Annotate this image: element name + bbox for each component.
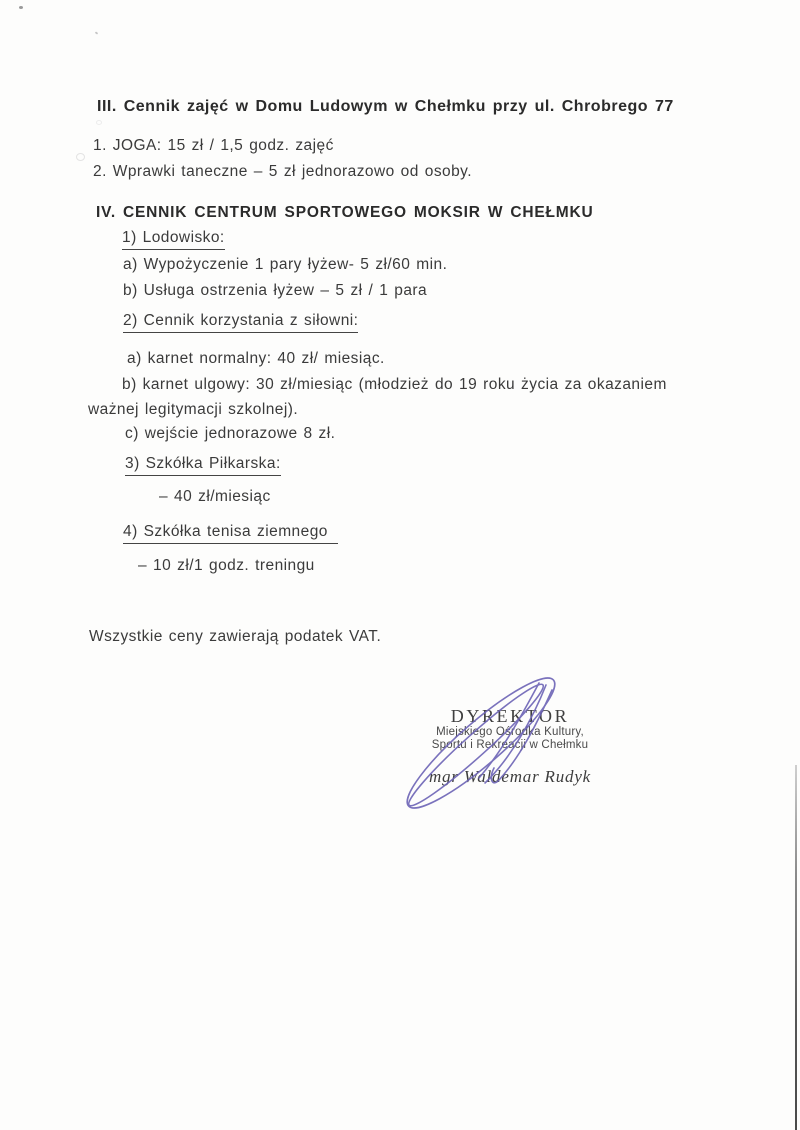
vat-note: Wszystkie ceny zawierają podatek VAT. — [89, 628, 382, 645]
section-iv-heading: IV. CENNIK CENTRUM SPORTOWEGO MOKSIR W CHEŁMKU — [96, 204, 594, 221]
section-iii-item-wprawki: 2. Wprawki taneczne – 5 zł jednorazowo od osoby. — [93, 163, 472, 180]
subsection-4-title-text: 4) Szkółka tenisa ziemnego — [123, 522, 338, 544]
subsection-4-title — [123, 522, 338, 544]
subsection-2-line-b: b) karnet ulgowy: 30 zł/miesiąc (młodzież do 19 roku życia za okazaniem — [122, 376, 667, 393]
signature-org-line-1: Miejskiego Ośrodka Kultury, — [436, 726, 584, 738]
subsection-2-line-b-wrap: ważnej legitymacji szkolnej). — [88, 401, 299, 418]
subsection-3-price: – 40 zł/miesiąc — [159, 488, 271, 505]
scan-edge-line — [795, 765, 797, 1130]
subsection-2-line-c: c) wejście jednorazowe 8 zł. — [125, 425, 336, 442]
signature-role-title: DYREKTOR — [450, 706, 570, 726]
subsection-3-title — [125, 454, 281, 476]
scan-speck — [19, 6, 23, 9]
subsection-2-line-a: a) karnet normalny: 40 zł/ miesiąc. — [127, 350, 385, 367]
subsection-1-line-b: b) Usługa ostrzenia łyżew – 5 zł / 1 para — [123, 282, 428, 299]
section-iii-heading: III. Cennik zajęć w Domu Ludowym w Chełmku przy ul. Chrobrego 77 — [97, 98, 674, 115]
signature-block — [405, 707, 615, 786]
subsection-3-title-text: 3) Szkółka Piłkarska: — [125, 454, 281, 476]
signature-name: mgr Waldemar Rudyk — [428, 767, 592, 786]
scan-speck — [96, 120, 102, 125]
subsection-1-title — [122, 228, 225, 250]
scan-speck — [76, 153, 85, 161]
subsection-1-line-a: a) Wypożyczenie 1 pary łyżew- 5 zł/60 min. — [123, 256, 448, 273]
scan-speck — [95, 31, 99, 34]
subsection-1-title-text: 1) Lodowisko: — [122, 228, 225, 250]
section-iii-item-joga: 1. JOGA: 15 zł / 1,5 godz. zajęć — [93, 137, 334, 154]
signature-org-line-2: Sportu i Rekreacji w Chełmku — [431, 739, 589, 751]
subsection-2-title — [123, 311, 358, 333]
subsection-4-price: – 10 zł/1 godz. treningu — [138, 557, 315, 574]
subsection-2-title-text: 2) Cennik korzystania z siłowni: — [123, 311, 358, 333]
